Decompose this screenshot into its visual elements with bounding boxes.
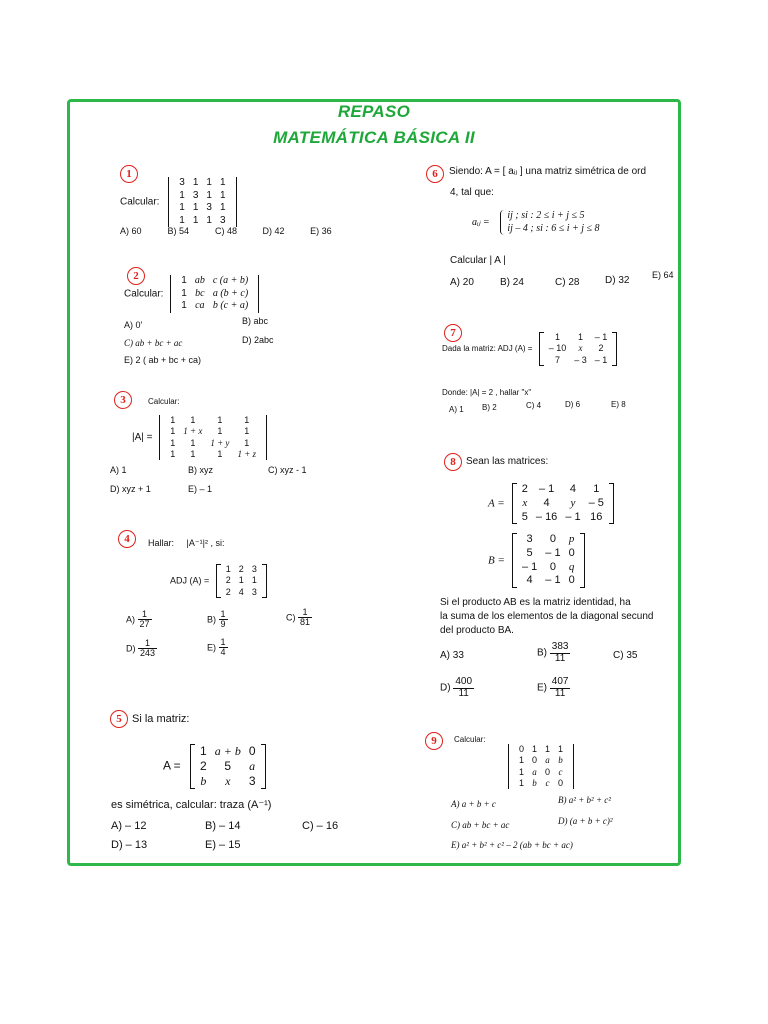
matrix-cell: 1 bbox=[206, 189, 212, 201]
matrix-cell: – 1 bbox=[545, 574, 561, 587]
matrix-cell: 1 bbox=[558, 744, 564, 754]
option-d: D) $\frac{1}{243}$ bbox=[126, 638, 156, 659]
matrix-cell: 2 bbox=[225, 586, 231, 597]
problem-3-number: 3 bbox=[114, 391, 132, 409]
matrix-cell: – 1 bbox=[545, 546, 561, 559]
matrix-cell: x bbox=[522, 496, 528, 509]
matrix-cell: c (a + b) bbox=[212, 275, 249, 286]
option-e: E) – 1 bbox=[188, 484, 213, 494]
matrix-cell: bc bbox=[195, 287, 205, 299]
option-c: C) 4 bbox=[526, 401, 542, 410]
problem-9-label: Calcular: bbox=[454, 735, 486, 744]
matrix-cell: 2 bbox=[238, 564, 244, 574]
problem-3-label: Calcular: bbox=[148, 397, 180, 406]
matrix-cell: 1 + y bbox=[210, 437, 230, 448]
option-a: A) a + b + c bbox=[451, 799, 496, 809]
option-e: E) $\frac{407}{11}$ bbox=[537, 676, 569, 699]
option-d: D) 2abc bbox=[242, 335, 274, 345]
matrix-cell: 1 bbox=[217, 415, 223, 425]
matrix-cell: 0 bbox=[549, 533, 556, 545]
matrix-cell: a bbox=[532, 766, 537, 777]
matrix-cell: 1 bbox=[206, 214, 212, 226]
matrix-cell: 1 bbox=[244, 426, 250, 437]
problem-2-label: Calcular: bbox=[124, 288, 164, 300]
option-a: A) 1 bbox=[449, 405, 464, 414]
problem-8-label: Sean las matrices: bbox=[466, 456, 549, 467]
matrix-row bbox=[175, 177, 229, 190]
matrix-cell: 7 bbox=[554, 354, 560, 365]
matrix-cell: – 1 bbox=[521, 560, 538, 573]
matrix-cell: 0 bbox=[568, 546, 575, 559]
matrix-cell: 1 bbox=[578, 332, 584, 342]
problem-2-number: 2 bbox=[127, 267, 145, 285]
option-a: A) – 12 bbox=[111, 820, 147, 832]
problem-6-text-1: Siendo: A = [ aᵢⱼ ] una matriz simétrica de ord bbox=[449, 166, 647, 177]
matrix-row bbox=[545, 343, 612, 354]
matrix-row bbox=[177, 288, 252, 301]
option-b: B) $\frac{383}{11}$ bbox=[537, 641, 569, 664]
matrix-cell: 4 bbox=[569, 483, 577, 495]
option-b: B) $\frac{1}{9}$ bbox=[207, 609, 226, 630]
matrix-grid bbox=[545, 332, 612, 366]
matrix-cell: b bbox=[558, 755, 563, 766]
matrix-cell: – 1 bbox=[594, 332, 608, 342]
matrix-cell: 2 bbox=[521, 483, 528, 495]
matrix-cell: c bbox=[545, 777, 550, 788]
option-a: A) $\frac{1}{27}$ bbox=[126, 609, 150, 630]
problem-6-cases bbox=[500, 210, 599, 235]
title-line-2: MATEMÁTICA BÁSICA II bbox=[273, 128, 475, 147]
matrix-cell: 1 bbox=[181, 287, 187, 299]
problem-9-determinant bbox=[508, 744, 574, 789]
problem-6-lhs: aᵢⱼ = bbox=[472, 217, 490, 229]
option-d: D) xyz + 1 bbox=[110, 484, 151, 494]
matrix-cell: 1 bbox=[251, 575, 257, 586]
matrix-cell: b bbox=[200, 774, 207, 788]
matrix-cell: 0 bbox=[549, 560, 556, 573]
option-c: C) 35 bbox=[613, 650, 638, 661]
matrix-cell: 1 bbox=[219, 202, 226, 213]
option-b: B) 24 bbox=[500, 277, 524, 288]
option-c: C) 48 bbox=[215, 226, 238, 236]
matrix-row bbox=[515, 744, 567, 755]
matrix-row bbox=[166, 438, 260, 449]
problem-7-label: Dada la matriz: ADJ (A) = bbox=[442, 343, 533, 353]
matrix-cell: – 3 bbox=[574, 354, 587, 365]
matrix-row bbox=[518, 533, 579, 547]
matrix-grid bbox=[518, 533, 579, 588]
problem-8-text-2: la suma de los elementos de la diagonal secund bbox=[440, 611, 654, 622]
matrix-row bbox=[175, 190, 229, 203]
matrix-cell: 1 bbox=[244, 437, 250, 448]
matrix-cell: 16 bbox=[590, 510, 603, 523]
matrix-cell: 0 bbox=[545, 766, 551, 777]
problem-5-number: 5 bbox=[110, 710, 128, 728]
matrix-cell: 2 bbox=[200, 759, 207, 773]
matrix-cell: 1 bbox=[554, 332, 560, 342]
matrix-cell: 1 bbox=[181, 300, 187, 311]
matrix-cell: 1 bbox=[170, 426, 176, 437]
matrix-cell: 1 bbox=[219, 189, 226, 201]
matrix-cell: 1 bbox=[170, 437, 176, 448]
problem-3-lhs: |A| = bbox=[132, 432, 153, 444]
option-d: D) 32 bbox=[605, 275, 630, 286]
matrix-row bbox=[545, 355, 612, 366]
matrix-a-lhs: A = bbox=[488, 497, 505, 510]
worksheet-frame bbox=[67, 99, 681, 866]
matrix-cell: 1 bbox=[225, 564, 231, 574]
matrix-cell: 3 bbox=[251, 564, 257, 574]
option-e: E) – 15 bbox=[205, 839, 241, 851]
matrix-row bbox=[518, 574, 579, 588]
problem-8-text-1: Si el producto AB es la matriz identidad, ha bbox=[440, 597, 631, 608]
matrix-cell: – 16 bbox=[535, 510, 558, 523]
matrix-grid bbox=[222, 564, 261, 598]
option-d: D) 6 bbox=[565, 400, 581, 409]
problem-5-question: es simétrica, calcular: traza (A⁻¹) bbox=[111, 799, 272, 811]
matrix-cell: – 1 bbox=[565, 510, 581, 523]
matrix-cell: 1 bbox=[200, 744, 207, 758]
problem-6-calc: Calcular | A | bbox=[450, 255, 506, 266]
matrix-grid bbox=[515, 744, 567, 789]
option-a: A) 20 bbox=[450, 277, 474, 288]
matrix-cell: b bbox=[532, 777, 537, 788]
option-b: B) 54 bbox=[167, 226, 190, 236]
matrix-cell: 3 bbox=[251, 586, 257, 597]
matrix-cell: 3 bbox=[179, 177, 185, 188]
matrix-cell: 5 bbox=[521, 510, 528, 523]
matrix-cell: x bbox=[578, 343, 583, 354]
matrix-cell: 1 bbox=[170, 448, 176, 459]
matrix-cell: 1 bbox=[244, 415, 250, 425]
problem-4-label: Hallar: bbox=[148, 538, 175, 548]
matrix-b-lhs: B = bbox=[488, 554, 505, 567]
problem-3-determinant bbox=[159, 415, 267, 460]
option-d: D) $\frac{400}{11}$ bbox=[440, 676, 473, 699]
matrix-grid bbox=[175, 177, 229, 227]
matrix-row bbox=[515, 755, 567, 766]
matrix-cell: – 1 bbox=[538, 483, 555, 495]
matrix-cell: y bbox=[570, 496, 576, 509]
matrix-row bbox=[222, 587, 261, 598]
matrix-row bbox=[518, 547, 579, 561]
matrix-cell: c bbox=[558, 766, 563, 777]
option-e: E) a² + b² + c² – 2 (ab + bc + ac) bbox=[451, 840, 573, 850]
matrix-cell: 1 bbox=[179, 189, 185, 201]
option-a: A) 33 bbox=[440, 650, 464, 661]
matrix-cell: 1 bbox=[179, 202, 185, 213]
matrix-row bbox=[166, 415, 260, 426]
matrix-cell: 0 bbox=[519, 744, 525, 754]
problem-1-number: 1 bbox=[120, 165, 138, 183]
option-a: A) 60 bbox=[120, 226, 142, 236]
matrix-cell: 5 bbox=[224, 759, 232, 773]
matrix-cell: ab bbox=[194, 275, 205, 286]
case-2: ij – 4 ; si : 6 ≤ i + j ≤ 8 bbox=[507, 222, 600, 234]
problem-4-number: 4 bbox=[118, 530, 136, 548]
matrix-cell: a (b + c) bbox=[212, 287, 249, 299]
matrix-cell: 1 bbox=[192, 202, 199, 213]
problem-4-matrix bbox=[216, 564, 267, 598]
matrix-row bbox=[196, 774, 259, 789]
matrix-cell: 1 bbox=[181, 275, 187, 286]
matrix-cell: 1 bbox=[179, 214, 185, 226]
option-b: B) a² + b² + c² bbox=[558, 795, 611, 805]
matrix-row bbox=[518, 497, 608, 511]
matrix-cell: 1 bbox=[519, 777, 525, 788]
problem-2-determinant bbox=[170, 275, 259, 313]
matrix-cell: – 10 bbox=[548, 343, 567, 354]
matrix-cell: 4 bbox=[543, 496, 550, 509]
matrix-cell: 0 bbox=[248, 744, 256, 758]
option-e: E) 8 bbox=[611, 400, 626, 409]
matrix-cell: b (c + a) bbox=[212, 300, 249, 311]
matrix-cell: 1 bbox=[190, 415, 196, 425]
matrix-row bbox=[166, 449, 260, 460]
matrix-cell: 1 bbox=[217, 448, 223, 459]
matrix-cell: 1 bbox=[190, 448, 196, 459]
matrix-cell: 1 bbox=[519, 755, 525, 766]
option-e: E) 64 bbox=[652, 270, 674, 280]
option-d: D) 42 bbox=[262, 226, 285, 236]
option-b: B) abc bbox=[242, 316, 269, 326]
matrix-cell: 0 bbox=[558, 777, 564, 788]
matrix-cell: 1 bbox=[519, 766, 525, 777]
problem-5-lhs: A = bbox=[163, 758, 181, 773]
option-a: A) 0' bbox=[124, 320, 143, 330]
option-c: C) ab + bc + ac bbox=[124, 338, 183, 348]
matrix-cell: q bbox=[568, 560, 575, 573]
matrix-cell: 1 bbox=[206, 177, 212, 188]
matrix-row bbox=[518, 483, 608, 497]
matrix-cell: 3 bbox=[219, 214, 226, 226]
problem-4-expr: |A⁻¹|² , si: bbox=[186, 538, 225, 548]
option-e: E) $\frac{1}{4}$ bbox=[207, 637, 226, 658]
matrix-row bbox=[515, 778, 567, 789]
matrix-row bbox=[177, 300, 252, 313]
matrix-cell: 1 bbox=[532, 744, 538, 754]
matrix-cell: a + b bbox=[214, 744, 241, 758]
option-c: C) xyz - 1 bbox=[268, 465, 307, 475]
matrix-cell: 1 bbox=[219, 177, 226, 188]
matrix-row bbox=[196, 759, 259, 774]
matrix-cell: 5 bbox=[526, 546, 533, 559]
problem-6-number: 6 bbox=[426, 165, 444, 183]
matrix-row bbox=[518, 511, 608, 525]
matrix-grid bbox=[177, 275, 252, 313]
matrix-row bbox=[177, 275, 252, 288]
problem-5-matrix bbox=[190, 744, 265, 789]
matrix-cell: 1 bbox=[593, 483, 600, 495]
option-c: C) 28 bbox=[555, 277, 580, 288]
matrix-cell: a bbox=[545, 755, 550, 766]
option-c: C) $\frac{1}{81}$ bbox=[286, 607, 311, 628]
matrix-cell: 4 bbox=[526, 574, 533, 587]
problem-7-matrix bbox=[539, 332, 618, 366]
problem-4-lhs: ADJ (A) = bbox=[170, 575, 210, 586]
problem-7-where: Donde: |A| = 2 , hallar "x" bbox=[442, 388, 532, 397]
matrix-a bbox=[512, 483, 614, 524]
matrix-b bbox=[512, 533, 585, 588]
problem-7-number: 7 bbox=[444, 324, 462, 342]
matrix-cell: 3 bbox=[206, 202, 212, 213]
matrix-cell: 0 bbox=[568, 574, 575, 587]
matrix-row bbox=[518, 561, 579, 575]
option-b: B) 2 bbox=[482, 403, 497, 412]
matrix-cell: 2 bbox=[598, 343, 604, 354]
problem-8-text-3: del producto BA. bbox=[440, 625, 514, 636]
matrix-cell: 0 bbox=[532, 755, 538, 766]
matrix-cell: 1 bbox=[238, 575, 244, 586]
problem-1-determinant bbox=[168, 177, 236, 227]
matrix-cell: 1 + z bbox=[237, 448, 257, 459]
matrix-row bbox=[545, 332, 612, 343]
matrix-cell: 4 bbox=[238, 586, 244, 597]
matrix-cell: 1 bbox=[545, 744, 551, 754]
problem-9-number: 9 bbox=[425, 732, 443, 750]
matrix-row bbox=[196, 744, 259, 759]
matrix-grid bbox=[196, 744, 259, 789]
option-b: B) – 14 bbox=[205, 820, 241, 832]
problem-6-text-2: 4, tal que: bbox=[450, 187, 494, 198]
matrix-grid bbox=[166, 415, 260, 460]
matrix-cell: 1 + x bbox=[183, 426, 203, 437]
matrix-cell: x bbox=[225, 774, 231, 788]
option-d: D) – 13 bbox=[111, 839, 148, 851]
matrix-cell: 1 bbox=[192, 214, 199, 226]
matrix-cell: – 5 bbox=[588, 496, 604, 509]
option-d: D) (a + b + c)² bbox=[558, 816, 613, 826]
option-c: C) ab + bc + ac bbox=[451, 820, 510, 830]
title-line-1: REPASO bbox=[337, 102, 411, 121]
matrix-grid bbox=[518, 483, 608, 524]
matrix-row bbox=[222, 564, 261, 575]
option-b: B) xyz bbox=[188, 465, 214, 475]
option-e: E) 2 ( ab + bc + ca) bbox=[124, 355, 202, 365]
matrix-cell: 1 bbox=[190, 437, 196, 448]
matrix-cell: 3 bbox=[526, 533, 533, 545]
problem-5-label: Si la matriz: bbox=[132, 713, 190, 725]
matrix-cell: 1 bbox=[217, 426, 223, 437]
matrix-row bbox=[222, 575, 261, 586]
matrix-cell: 1 bbox=[192, 177, 199, 188]
matrix-row bbox=[166, 426, 260, 437]
matrix-cell: 3 bbox=[192, 189, 199, 201]
option-e: E) 36 bbox=[310, 226, 332, 236]
matrix-cell: a bbox=[249, 759, 256, 773]
matrix-cell: 3 bbox=[248, 774, 256, 788]
option-a: A) 1 bbox=[110, 465, 127, 475]
matrix-cell: – 1 bbox=[594, 354, 608, 365]
option-c: C) – 16 bbox=[302, 820, 339, 832]
matrix-row bbox=[515, 767, 567, 778]
matrix-cell: 2 bbox=[225, 575, 231, 586]
matrix-cell: p bbox=[568, 533, 575, 545]
matrix-cell: ca bbox=[195, 300, 205, 311]
problem-8-number: 8 bbox=[444, 453, 462, 471]
problem-1-label: Calcular: bbox=[120, 196, 160, 208]
matrix-row bbox=[175, 202, 229, 215]
matrix-cell: 1 bbox=[170, 415, 176, 425]
case-1: ij ; si : 2 ≤ i + j ≤ 5 bbox=[507, 210, 585, 221]
